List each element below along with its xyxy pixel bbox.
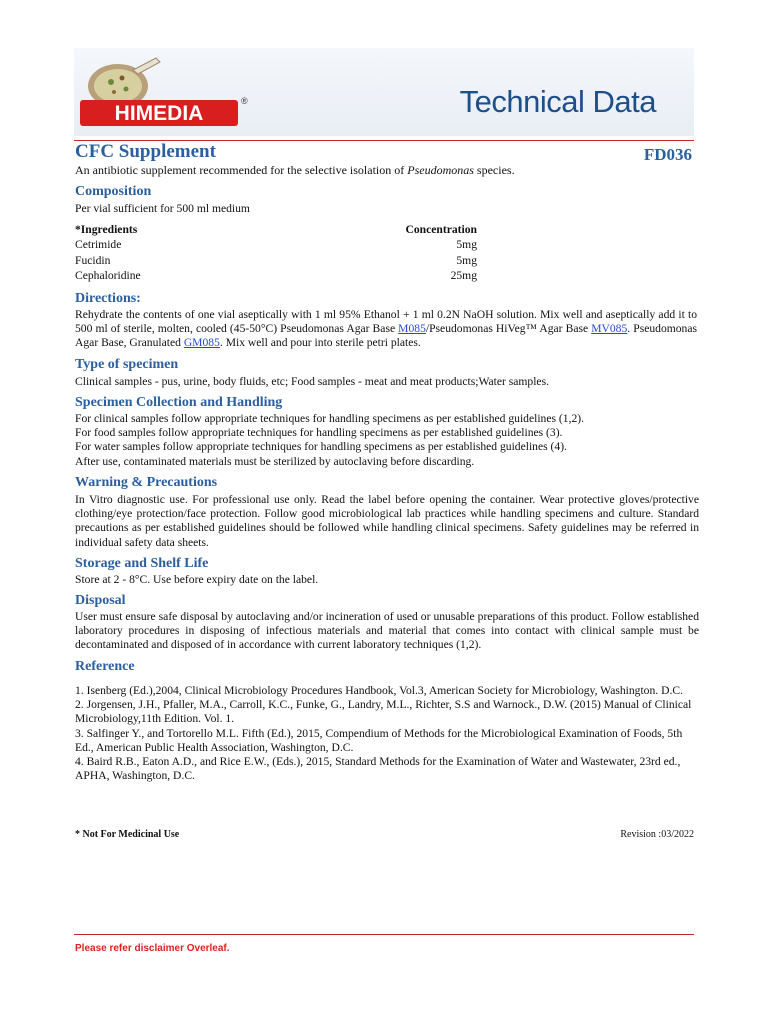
list-item: 3. Salfinger Y., and Tortorello M.L. Fifth (Ed.), 2015, Compendium of Methods for the Microbiological Examination of Foods, 5th Ed., American Public Health Association, Washington, D.C. bbox=[75, 726, 683, 754]
disclaimer-text: Please refer disclaimer Overleaf. bbox=[75, 943, 230, 954]
revision-label: Revision :03/2022 bbox=[620, 829, 694, 840]
disposal-heading: Disposal bbox=[75, 593, 126, 608]
composition-table-header: *Ingredients Concentration bbox=[75, 223, 477, 236]
product-intro: An antibiotic supplement recommended for the selective isolation of Pseudomonas species. bbox=[75, 163, 515, 177]
link-m085[interactable]: M085 bbox=[398, 322, 426, 336]
collection-line: For food samples follow appropriate techniques for handling specimens as per established guidelines (3). bbox=[75, 426, 563, 439]
storage-heading: Storage and Shelf Life bbox=[75, 556, 209, 571]
reference-heading: Reference bbox=[75, 659, 135, 674]
link-mv085[interactable]: MV085 bbox=[591, 322, 628, 336]
footer-divider bbox=[74, 934, 694, 935]
composition-table bbox=[75, 223, 477, 285]
list-item: 2. Jorgensen, J.H., Pfaller, M.A., Carroll, K.C., Funke, G., Landry, M.L., Richter, S.S and Warnock., D.W. (2015) Manual of Clinical Microbiology,11th Edition. Vol. 1. bbox=[75, 698, 692, 726]
svg-text:®: ® bbox=[241, 96, 248, 106]
collection-line: For clinical samples follow appropriate techniques for handling specimens as per established guidelines (1,2). bbox=[75, 412, 585, 425]
warning-text: In Vitro diagnostic use. For professional use only. Read the label before opening the container. Wear protective gloves/protective clothing/eye protection/face protection. Follow good microbiological lab practices while handling specimens and culture. Standard precautions as per established guidelines should be followed while handling clinical specimens. Safety guidelines may be referred in individual safety data sheets. bbox=[75, 493, 699, 549]
specimen-type-heading: Type of specimen bbox=[75, 357, 179, 372]
specimen-type-text: Clinical samples - pus, urine, body fluids, etc; Food samples - meat and meat products;Water samples. bbox=[75, 375, 549, 388]
not-medicinal-note: * Not For Medicinal Use bbox=[75, 829, 180, 840]
collection-heading: Specimen Collection and Handling bbox=[75, 395, 283, 410]
himedia-logo bbox=[78, 56, 248, 132]
link-gm085[interactable]: GM085 bbox=[183, 336, 220, 350]
reference-list bbox=[75, 684, 695, 783]
composition-subtitle: Per vial sufficient for 500 ml medium bbox=[75, 202, 250, 215]
svg-text:HIMEDIA: HIMEDIA bbox=[114, 102, 204, 125]
collection-line: For water samples follow appropriate techniques for handling specimens as per established guidelines (4). bbox=[75, 440, 567, 453]
storage-text: Store at 2 - 8°C. Use before expiry date on the label. bbox=[75, 573, 319, 586]
composition-heading: Composition bbox=[75, 184, 152, 199]
table-row: Cetrimide 5mg bbox=[75, 238, 477, 252]
directions-text: Rehydrate the contents of one vial aseptically with 1 ml 95% Ethanol + 1 ml 0.2N NaOH solution. Mix well and aseptically add it to 500 ml of sterile, molten, cooled (45-50°C) Pseudomonas Agar Base M085/Pseudomonas HiVeg™ Agar Base MV085. Pseudomonas Agar Base, Granulated GM085. Mix well and pour into sterile petri plates. bbox=[75, 308, 698, 350]
warning-heading: Warning & Precautions bbox=[75, 475, 218, 490]
product-code: FD036 bbox=[643, 145, 692, 164]
table-row: Fucidin 5mg bbox=[75, 253, 477, 267]
list-item: 4. Baird R.B., Eaton A.D., and Rice E.W., (Eds.), 2015, Standard Methods for the Examination of Water and Wastewater, 23rd ed., APHA, Washington, D.C. bbox=[75, 755, 681, 783]
collection-line: After use, contaminated materials must be sterilized by autoclaving before discarding. bbox=[75, 455, 475, 468]
technical-data-title: Technical Data bbox=[459, 84, 656, 119]
disposal-text: User must ensure safe disposal by autoclaving and/or incineration of used or unusable preparations of this product. Follow established laboratory procedures in disposing of infectious materials and material that comes into contact with clinical sample must be decontaminated and disposed of in accordance with current laboratory techniques (1,2). bbox=[75, 610, 699, 652]
product-name: CFC Supplement bbox=[75, 141, 216, 162]
table-row: Cephaloridine 25mg bbox=[75, 269, 477, 283]
header-banner bbox=[74, 48, 694, 136]
directions-heading: Directions: bbox=[75, 291, 141, 306]
list-item: 1. Isenberg (Ed.),2004, Clinical Microbiology Procedures Handbook, Vol.3, American Society for Microbiology, Washington. D.C. bbox=[75, 684, 683, 697]
